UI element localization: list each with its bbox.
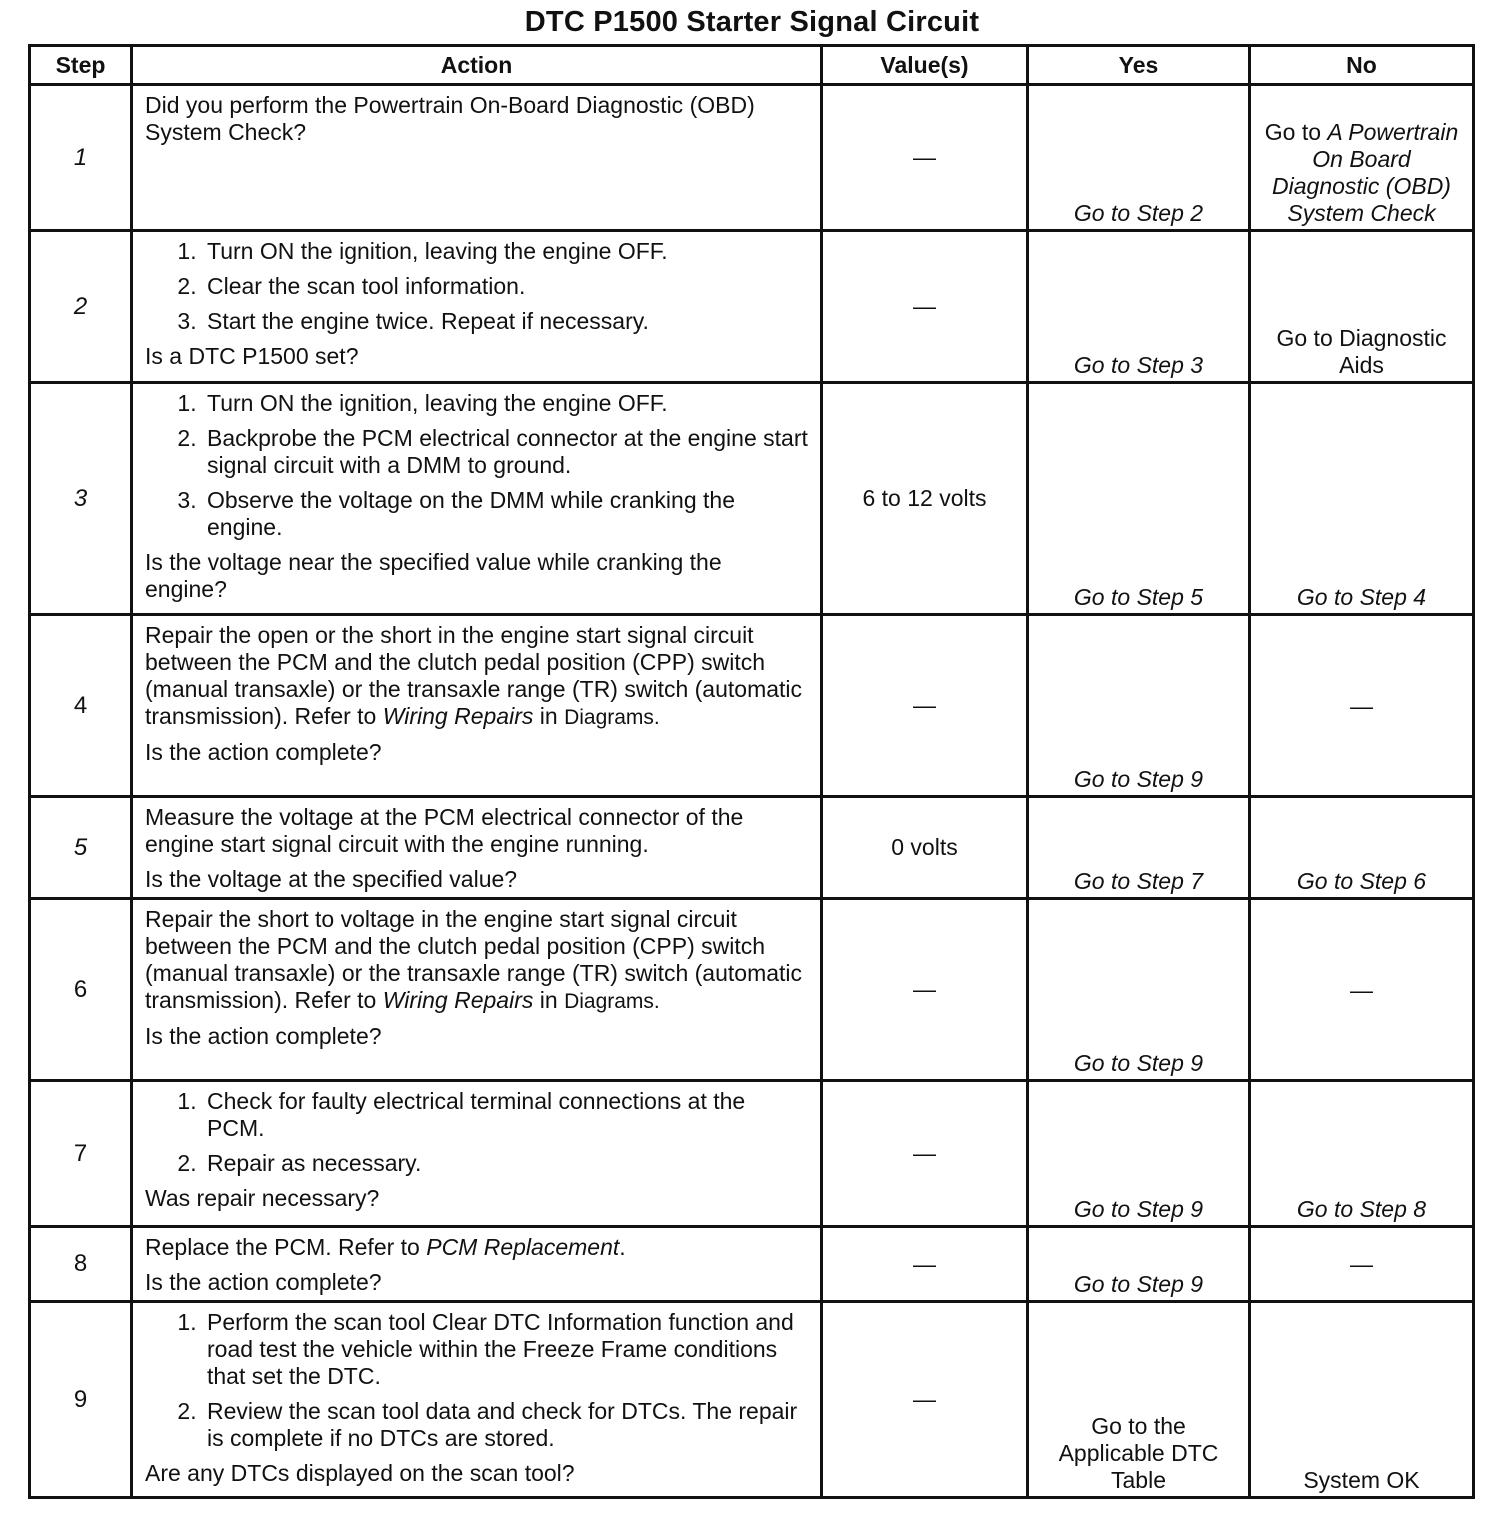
action-end: .: [619, 1234, 626, 1260]
action-cell: [132, 85, 822, 231]
action-step: 2. Repair as necessary.: [203, 1150, 808, 1177]
step-number: 9: [30, 1302, 132, 1498]
action-reference: Wiring Repairs: [382, 703, 534, 729]
value-cell: —: [822, 1081, 1028, 1227]
value-cell: —: [822, 1227, 1028, 1302]
action-steps: [145, 1088, 808, 1177]
action-text: [145, 906, 808, 1015]
table-row: [30, 383, 1474, 615]
table-row: [30, 615, 1474, 797]
action-in: in: [533, 703, 565, 729]
action-text-body: Replace the PCM. Refer to: [145, 1234, 427, 1260]
action-text-body: Repair the short to voltage in the engine start signal circuit between the PCM and the clutch pedal position (CPP) switch (manual transaxle) or the transaxle range (TR) switch (automatic transmission). Refer to: [145, 906, 803, 1013]
action-question: Is the action complete?: [145, 1269, 382, 1295]
step-number: 5: [30, 797, 132, 899]
yes-cell: Go to Step 9: [1028, 1081, 1250, 1227]
value-cell: —: [822, 231, 1028, 383]
action-text: [145, 622, 808, 731]
no-cell: —: [1250, 1227, 1474, 1302]
step-number: 3: [30, 383, 132, 615]
action-cell: [132, 615, 822, 797]
yes-cell: Go to the Applicable DTC Table: [1028, 1302, 1250, 1498]
action-text: Measure the voltage at the PCM electrical connector of the engine start signal circuit with the engine running.: [145, 804, 744, 857]
action-step: 2. Clear the scan tool information.: [203, 273, 808, 300]
action-steps: [145, 238, 808, 335]
yes-cell: Go to Step 9: [1028, 615, 1250, 797]
action-cell: [132, 1081, 822, 1227]
step-number: 7: [30, 1081, 132, 1227]
action-steps: [145, 390, 808, 541]
table-row: [30, 1302, 1474, 1498]
header-values: Value(s): [822, 46, 1028, 85]
table-row: [30, 1227, 1474, 1302]
step-number: 6: [30, 899, 132, 1081]
action-step: 2. Review the scan tool data and check for DTCs. The repair is complete if no DTCs are stored.: [203, 1398, 808, 1452]
action-text: [145, 1234, 808, 1261]
action-question: Is the action complete?: [145, 1023, 382, 1049]
action-reference: Wiring Repairs: [382, 987, 534, 1013]
action-cell: [132, 797, 822, 899]
no-cell: Go to Step 4: [1250, 383, 1474, 615]
action-step: 1. Perform the scan tool Clear DTC Information function and road test the vehicle within the Freeze Frame conditions that set the DTC.: [203, 1309, 808, 1390]
yes-cell: Go to Step 9: [1028, 899, 1250, 1081]
value-cell: —: [822, 85, 1028, 231]
action-step: 1. Turn ON the ignition, leaving the engine OFF.: [203, 390, 808, 417]
action-text-body: Repair the open or the short in the engine start signal circuit between the PCM and the clutch pedal position (CPP) switch (manual transaxle) or the transaxle range (TR) switch (automatic transmission). Refer to: [145, 622, 803, 729]
action-question: Is the action complete?: [145, 739, 382, 765]
action-question: Are any DTCs displayed on the scan tool?: [145, 1460, 575, 1486]
step-number: 1: [30, 85, 132, 231]
page-title: DTC P1500 Starter Signal Circuit: [524, 6, 980, 38]
header-row: [30, 46, 1474, 85]
action-reference: PCM Replacement: [426, 1234, 620, 1260]
table-row: [30, 231, 1474, 383]
action-location: Diagrams.: [564, 990, 660, 1013]
table-row: [30, 797, 1474, 899]
value-cell: 0 volts: [822, 797, 1028, 899]
action-text: Did you perform the Powertrain On-Board Diagnostic (OBD) System Check?: [145, 92, 755, 145]
no-reference: A Powertrain On Board Diagnostic (OBD) System Check: [1272, 119, 1459, 226]
action-steps: [145, 1309, 808, 1452]
table-row: [30, 85, 1474, 231]
yes-cell: Go to Step 5: [1028, 383, 1250, 615]
header-no: No: [1250, 46, 1474, 85]
no-cell: —: [1250, 899, 1474, 1081]
header-step: Step: [30, 46, 132, 85]
action-location: Diagrams.: [564, 706, 660, 729]
table-row: [30, 899, 1474, 1081]
step-number: 4: [30, 615, 132, 797]
header-action: Action: [132, 46, 822, 85]
action-question: Was repair necessary?: [145, 1185, 380, 1211]
no-cell: Go to Step 8: [1250, 1081, 1474, 1227]
value-cell: —: [822, 899, 1028, 1081]
action-step: 2. Backprobe the PCM electrical connector at the engine start signal circuit with a DMM to ground.: [203, 425, 808, 479]
action-cell: [132, 383, 822, 615]
action-step: 1. Check for faulty electrical terminal connections at the PCM.: [203, 1088, 808, 1142]
step-number: 8: [30, 1227, 132, 1302]
action-cell: [132, 231, 822, 383]
action-cell: [132, 1227, 822, 1302]
no-prefix: Go to: [1264, 119, 1328, 145]
yes-cell: Go to Step 3: [1028, 231, 1250, 383]
action-question: Is the voltage near the specified value while cranking the engine?: [145, 549, 722, 602]
action-cell: [132, 899, 822, 1081]
no-cell: Go to Step 6: [1250, 797, 1474, 899]
value-cell: —: [822, 1302, 1028, 1498]
yes-cell: Go to Step 7: [1028, 797, 1250, 899]
action-step: 1. Turn ON the ignition, leaving the engine OFF.: [203, 238, 808, 265]
yes-cell: Go to Step 9: [1028, 1227, 1250, 1302]
yes-cell: Go to Step 2: [1028, 85, 1250, 231]
action-cell: [132, 1302, 822, 1498]
no-cell: [1250, 85, 1474, 231]
step-number: 2: [30, 231, 132, 383]
table-row: [30, 1081, 1474, 1227]
action-question: Is the voltage at the specified value?: [145, 866, 518, 892]
no-cell: System OK: [1250, 1302, 1474, 1498]
diagnostic-table: [28, 44, 1475, 1499]
action-in: in: [533, 987, 565, 1013]
value-cell: —: [822, 615, 1028, 797]
action-step: 3. Observe the voltage on the DMM while cranking the engine.: [203, 487, 808, 541]
value-cell: 6 to 12 volts: [822, 383, 1028, 615]
no-cell: Go to Diagnostic Aids: [1250, 231, 1474, 383]
action-question: Is a DTC P1500 set?: [145, 343, 359, 369]
action-step: 3. Start the engine twice. Repeat if necessary.: [203, 308, 808, 335]
header-yes: Yes: [1028, 46, 1250, 85]
no-cell: —: [1250, 615, 1474, 797]
